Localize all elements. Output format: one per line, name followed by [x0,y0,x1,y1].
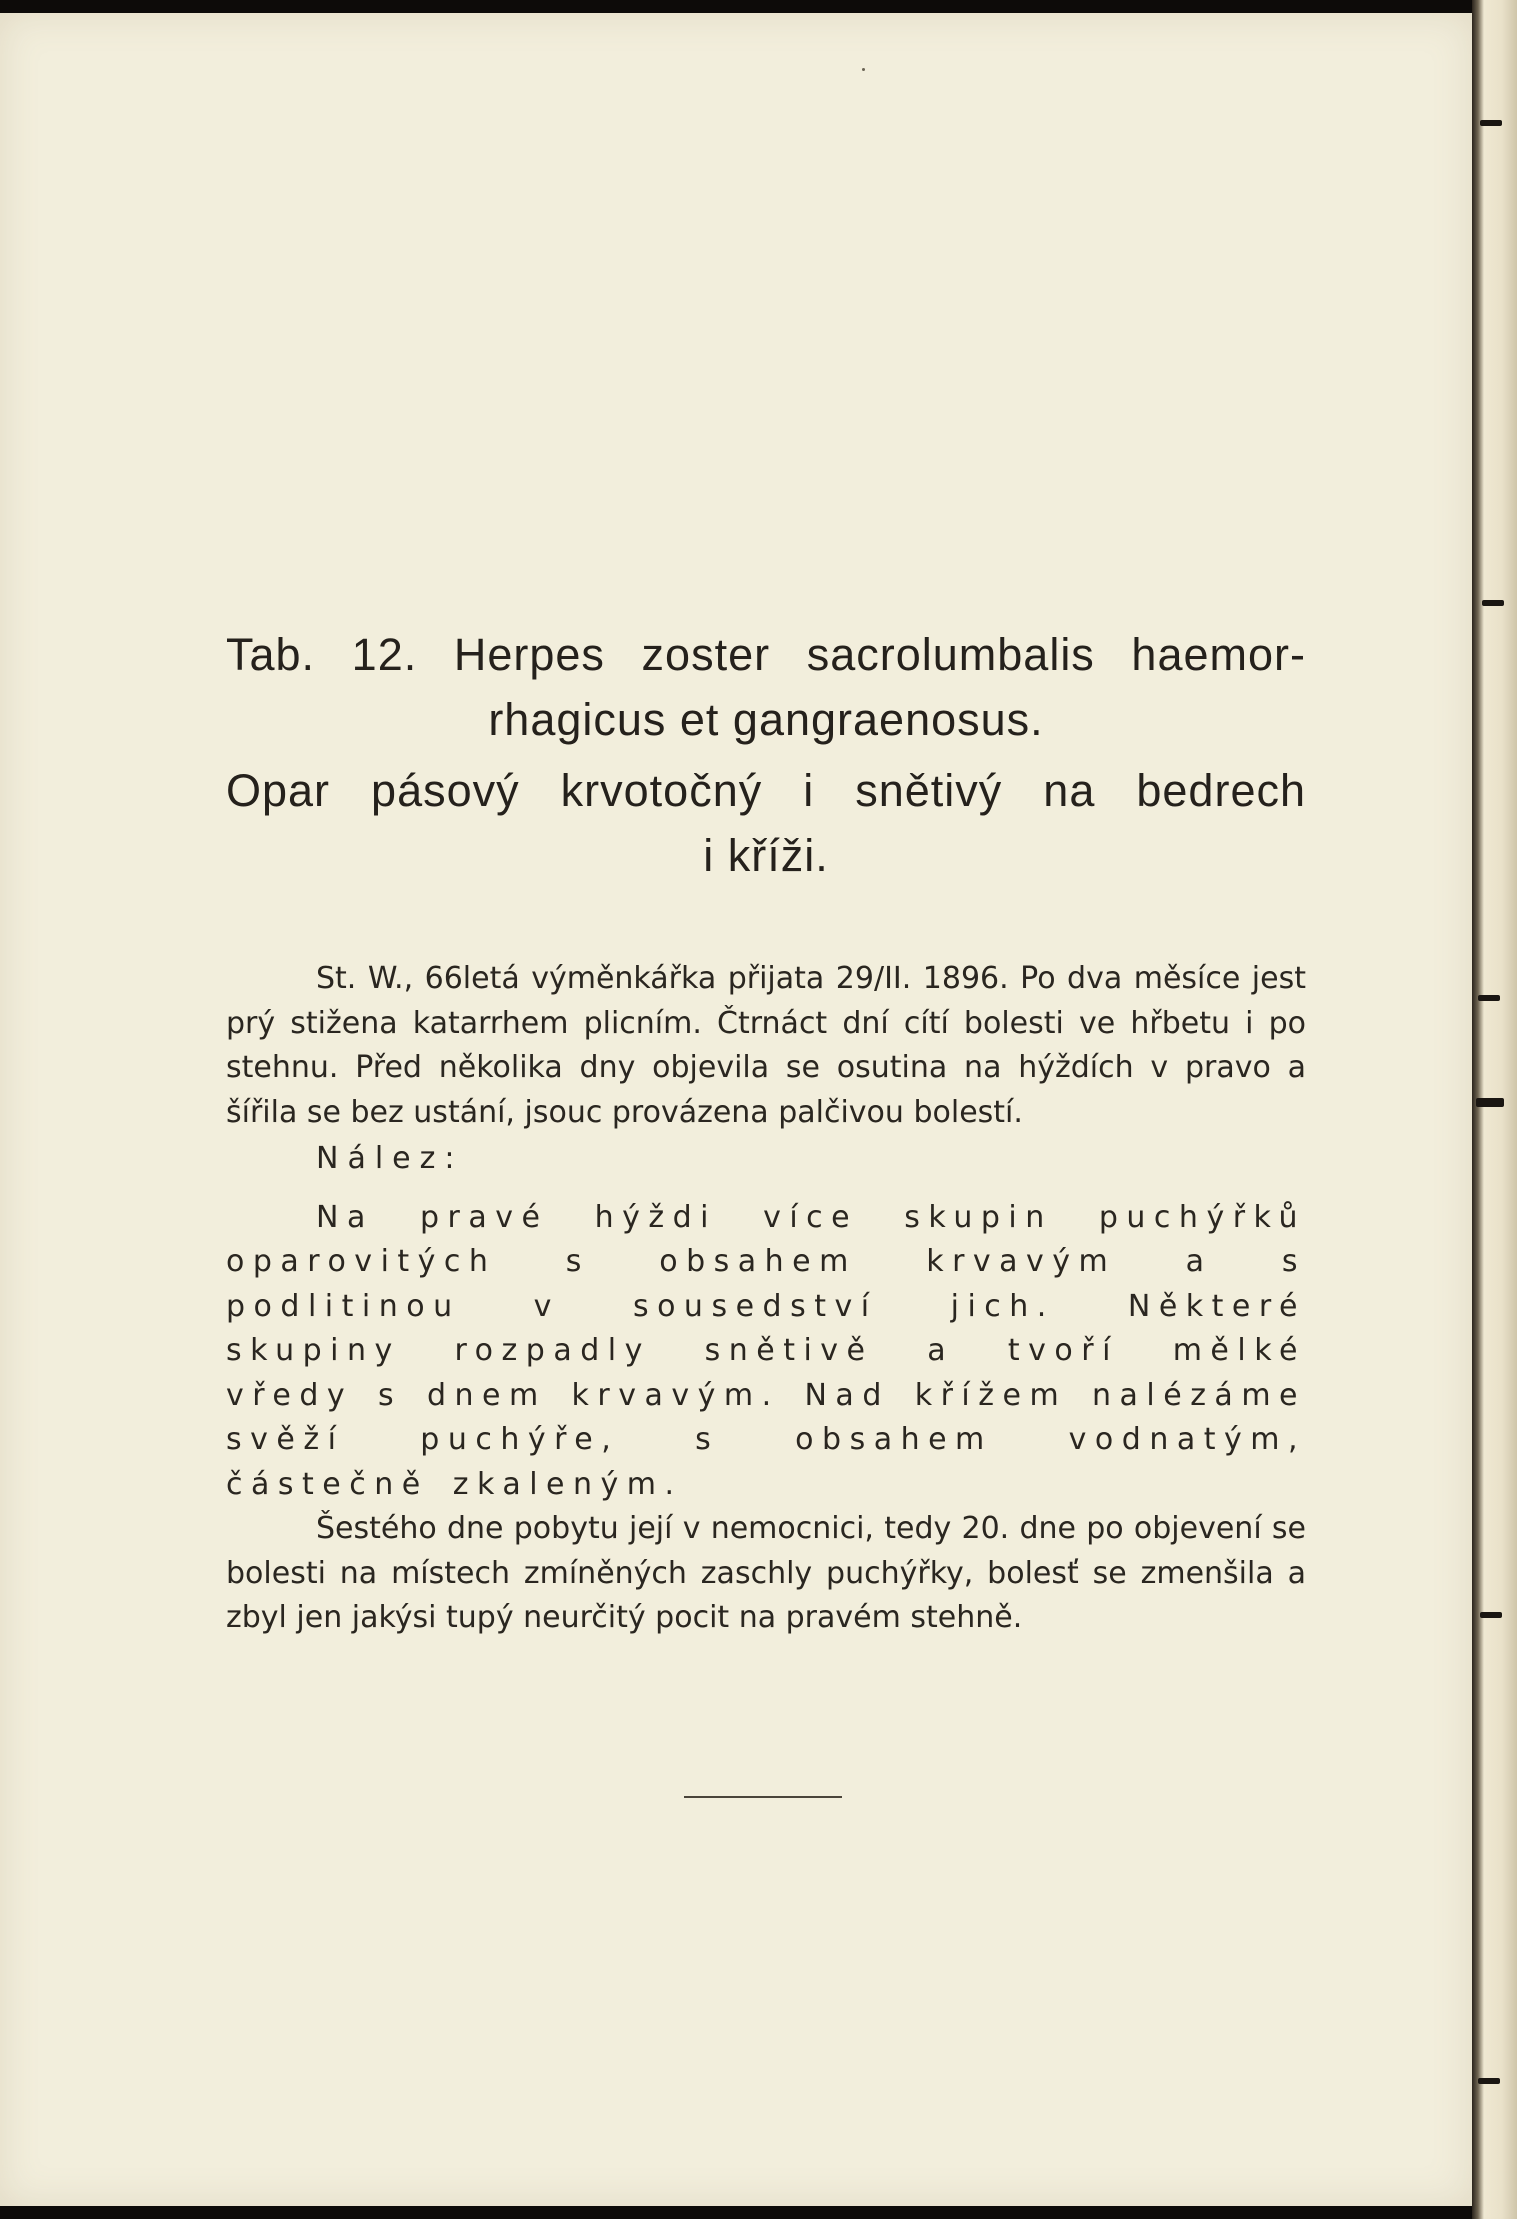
plate-subtitle [226,765,1306,817]
plate-subtitle-continued [226,830,1306,882]
finding-label: Nález: [316,1141,464,1176]
plate-title-line-1: Tab. 12. Herpes zoster sacrolumbalis haemor- [226,629,1306,680]
edge-mark [1476,1098,1504,1107]
book-page-edge [1472,0,1517,2219]
case-history-paragraph: St. W., 66letá výměnkářka přijata 29/II. 1896. Po dva měsíce jest prý stižena katarrhem plicním. Čtrnáct dní cítí bolesti ve hřbetu i po stehnu. Před několika dny objevila se osutina na hýždích v pravo a šířila se bez ustání, jsouc provázena palčivou bolestí. [226,961,1306,1130]
plate-title-line-2: rhagicus et gangraenosus. [488,694,1044,745]
plate-subtitle-line-2: i kříži. [703,830,829,881]
edge-mark [1480,120,1502,126]
outcome-paragraph: Šestého dne pobytu její v nemocnici, tedy 20. dne po objevení se bolesti na místech zmíněných zaschly puchýřky, bolesť se zmenšila a zbyl jen jakýsi tupý neurčitý pocit na pravém stehně. [226,1511,1306,1635]
case-description [226,957,1306,1641]
closing-rule [684,1796,842,1798]
plate-title-continued [226,694,1306,746]
finding-paragraph: Na pravé hýždi více skupin puchýřků oparovitých s obsahem krvavým a s podlitinou v sousedství jich. Některé skupiny rozpadly snětivě a tvoří mělké vředy s dnem krvavým. Nad křížem nalézáme svěží puchýře, s obsahem vodnatým, částečně zkaleným. [226,1199,1306,1502]
edge-mark [1480,1612,1502,1618]
edge-mark [1482,600,1504,606]
plate-title [226,629,1306,681]
paper-speck [862,68,865,71]
edge-mark [1478,995,1500,1001]
edge-mark [1478,2078,1500,2084]
book-page [0,13,1472,2206]
plate-subtitle-line-1: Opar pásový krvotočný i snětivý na bedrech [226,765,1306,816]
